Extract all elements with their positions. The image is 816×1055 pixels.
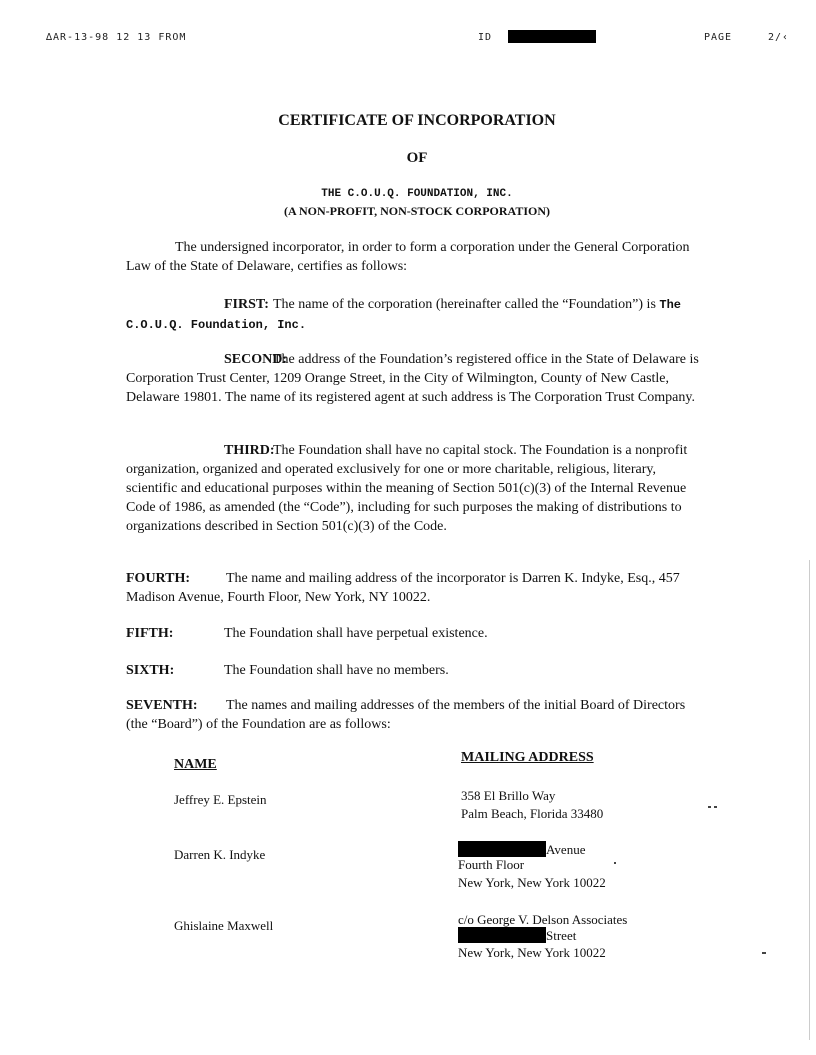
article-first-label: FIRST: — [224, 297, 269, 312]
board-member-name: Jeffrey E. Epstein — [174, 792, 267, 807]
board-member-name: Darren K. Indyke — [174, 847, 266, 862]
board-member-address — [461, 787, 603, 823]
foundation-name-heading: THE C.O.U.Q. FOUNDATION, INC. — [321, 188, 513, 200]
fax-header-page-label: PAGE — [704, 32, 733, 43]
redaction-bar — [458, 841, 546, 857]
column-header-mailing-address: MAILING ADDRESS — [461, 750, 594, 765]
document-title: CERTIFICATE OF INCORPORATION — [278, 112, 556, 129]
article-first-text: The name of the corporation (hereinafter called the “Foundation”) is — [273, 297, 656, 312]
scan-edge-line — [809, 560, 810, 1040]
article-sixth — [126, 663, 449, 679]
article-second — [126, 350, 706, 407]
scan-speck — [614, 862, 616, 864]
address-line: 358 El Brillo Way — [461, 788, 556, 803]
article-third-text: The Foundation shall have no capital stock. The Foundation is a nonprofit organization, organized and operated exclusively for one or more charitable, religious, literary, scientific and educational purposes within the meaning of Section 501(c)(3) of the Internal Revenue Code of 1986, as amended (the “Code”), including for such purposes the making of distributions to organizations described in Section 501(c)(3) of the Code. — [126, 443, 688, 534]
intro-paragraph: The undersigned incorporator, in order to form a corporation under the General Corporation Law of the State of Delaware, certifies as follows: — [126, 240, 690, 274]
address-line: New York, New York 10022 — [458, 875, 606, 890]
corporation-name: The C.O.U.Q. Foundation, Inc. — [126, 298, 682, 332]
document-title-of: OF — [406, 150, 428, 166]
board-member-address — [458, 911, 627, 962]
article-second-label: SECOND: — [224, 352, 288, 367]
fax-header-id-label: ID — [478, 32, 493, 43]
article-fifth — [126, 626, 488, 642]
article-fifth-label: FIFTH: — [126, 626, 174, 641]
redaction-bar — [508, 30, 596, 43]
scan-speck — [708, 806, 711, 808]
article-third-label: THIRD: — [224, 443, 275, 458]
address-line: Fourth Floor — [458, 857, 525, 872]
fax-header-date: ∆AR-13-98 12 13 FROM — [46, 32, 187, 43]
article-sixth-text: The Foundation shall have no members. — [224, 663, 449, 678]
article-fourth-label: FOURTH: — [126, 571, 191, 586]
address-text: Street — [546, 928, 577, 943]
article-seventh-label: SEVENTH: — [126, 698, 198, 713]
article-third — [126, 441, 706, 536]
article-sixth-label: SIXTH: — [126, 663, 175, 678]
address-line — [458, 927, 627, 945]
address-text: Avenue — [546, 842, 586, 857]
article-fourth — [126, 569, 706, 607]
article-seventh-text: The names and mailing addresses of the members of the initial Board of Directors (the “Board”) of the Foundation are as follows: — [126, 698, 686, 732]
article-fifth-text: The Foundation shall have perpetual existence. — [224, 626, 488, 641]
address-line: Palm Beach, Florida 33480 — [461, 806, 604, 821]
scan-speck — [714, 806, 717, 808]
board-member-name: Ghislaine Maxwell — [174, 918, 274, 933]
article-second-text: The address of the Foundation’s registered office in the State of Delaware is Corporation Trust Center, 1209 Orange Street, in the City of Wilmington, County of New Castle, Delaware 19801. The name of its registered agent at such address is The Corporation Trust Company. — [126, 352, 699, 405]
board-member-address — [458, 841, 606, 892]
corporation-type-heading: (A NON-PROFIT, NON-STOCK CORPORATION) — [283, 204, 550, 218]
article-fourth-text: The name and mailing address of the incorporator is Darren K. Indyke, Esq., 457 Madison Avenue, Fourth Floor, New York, NY 10022. — [126, 571, 680, 605]
fax-header-page-number: 2/‹ — [768, 32, 790, 43]
redaction-bar — [458, 927, 546, 943]
address-line: c/o George V. Delson Associates — [458, 912, 628, 927]
article-first — [126, 295, 706, 335]
scan-speck — [762, 952, 766, 954]
article-seventh — [126, 696, 706, 734]
column-header-name: NAME — [174, 757, 217, 772]
address-line: New York, New York 10022 — [458, 945, 606, 960]
